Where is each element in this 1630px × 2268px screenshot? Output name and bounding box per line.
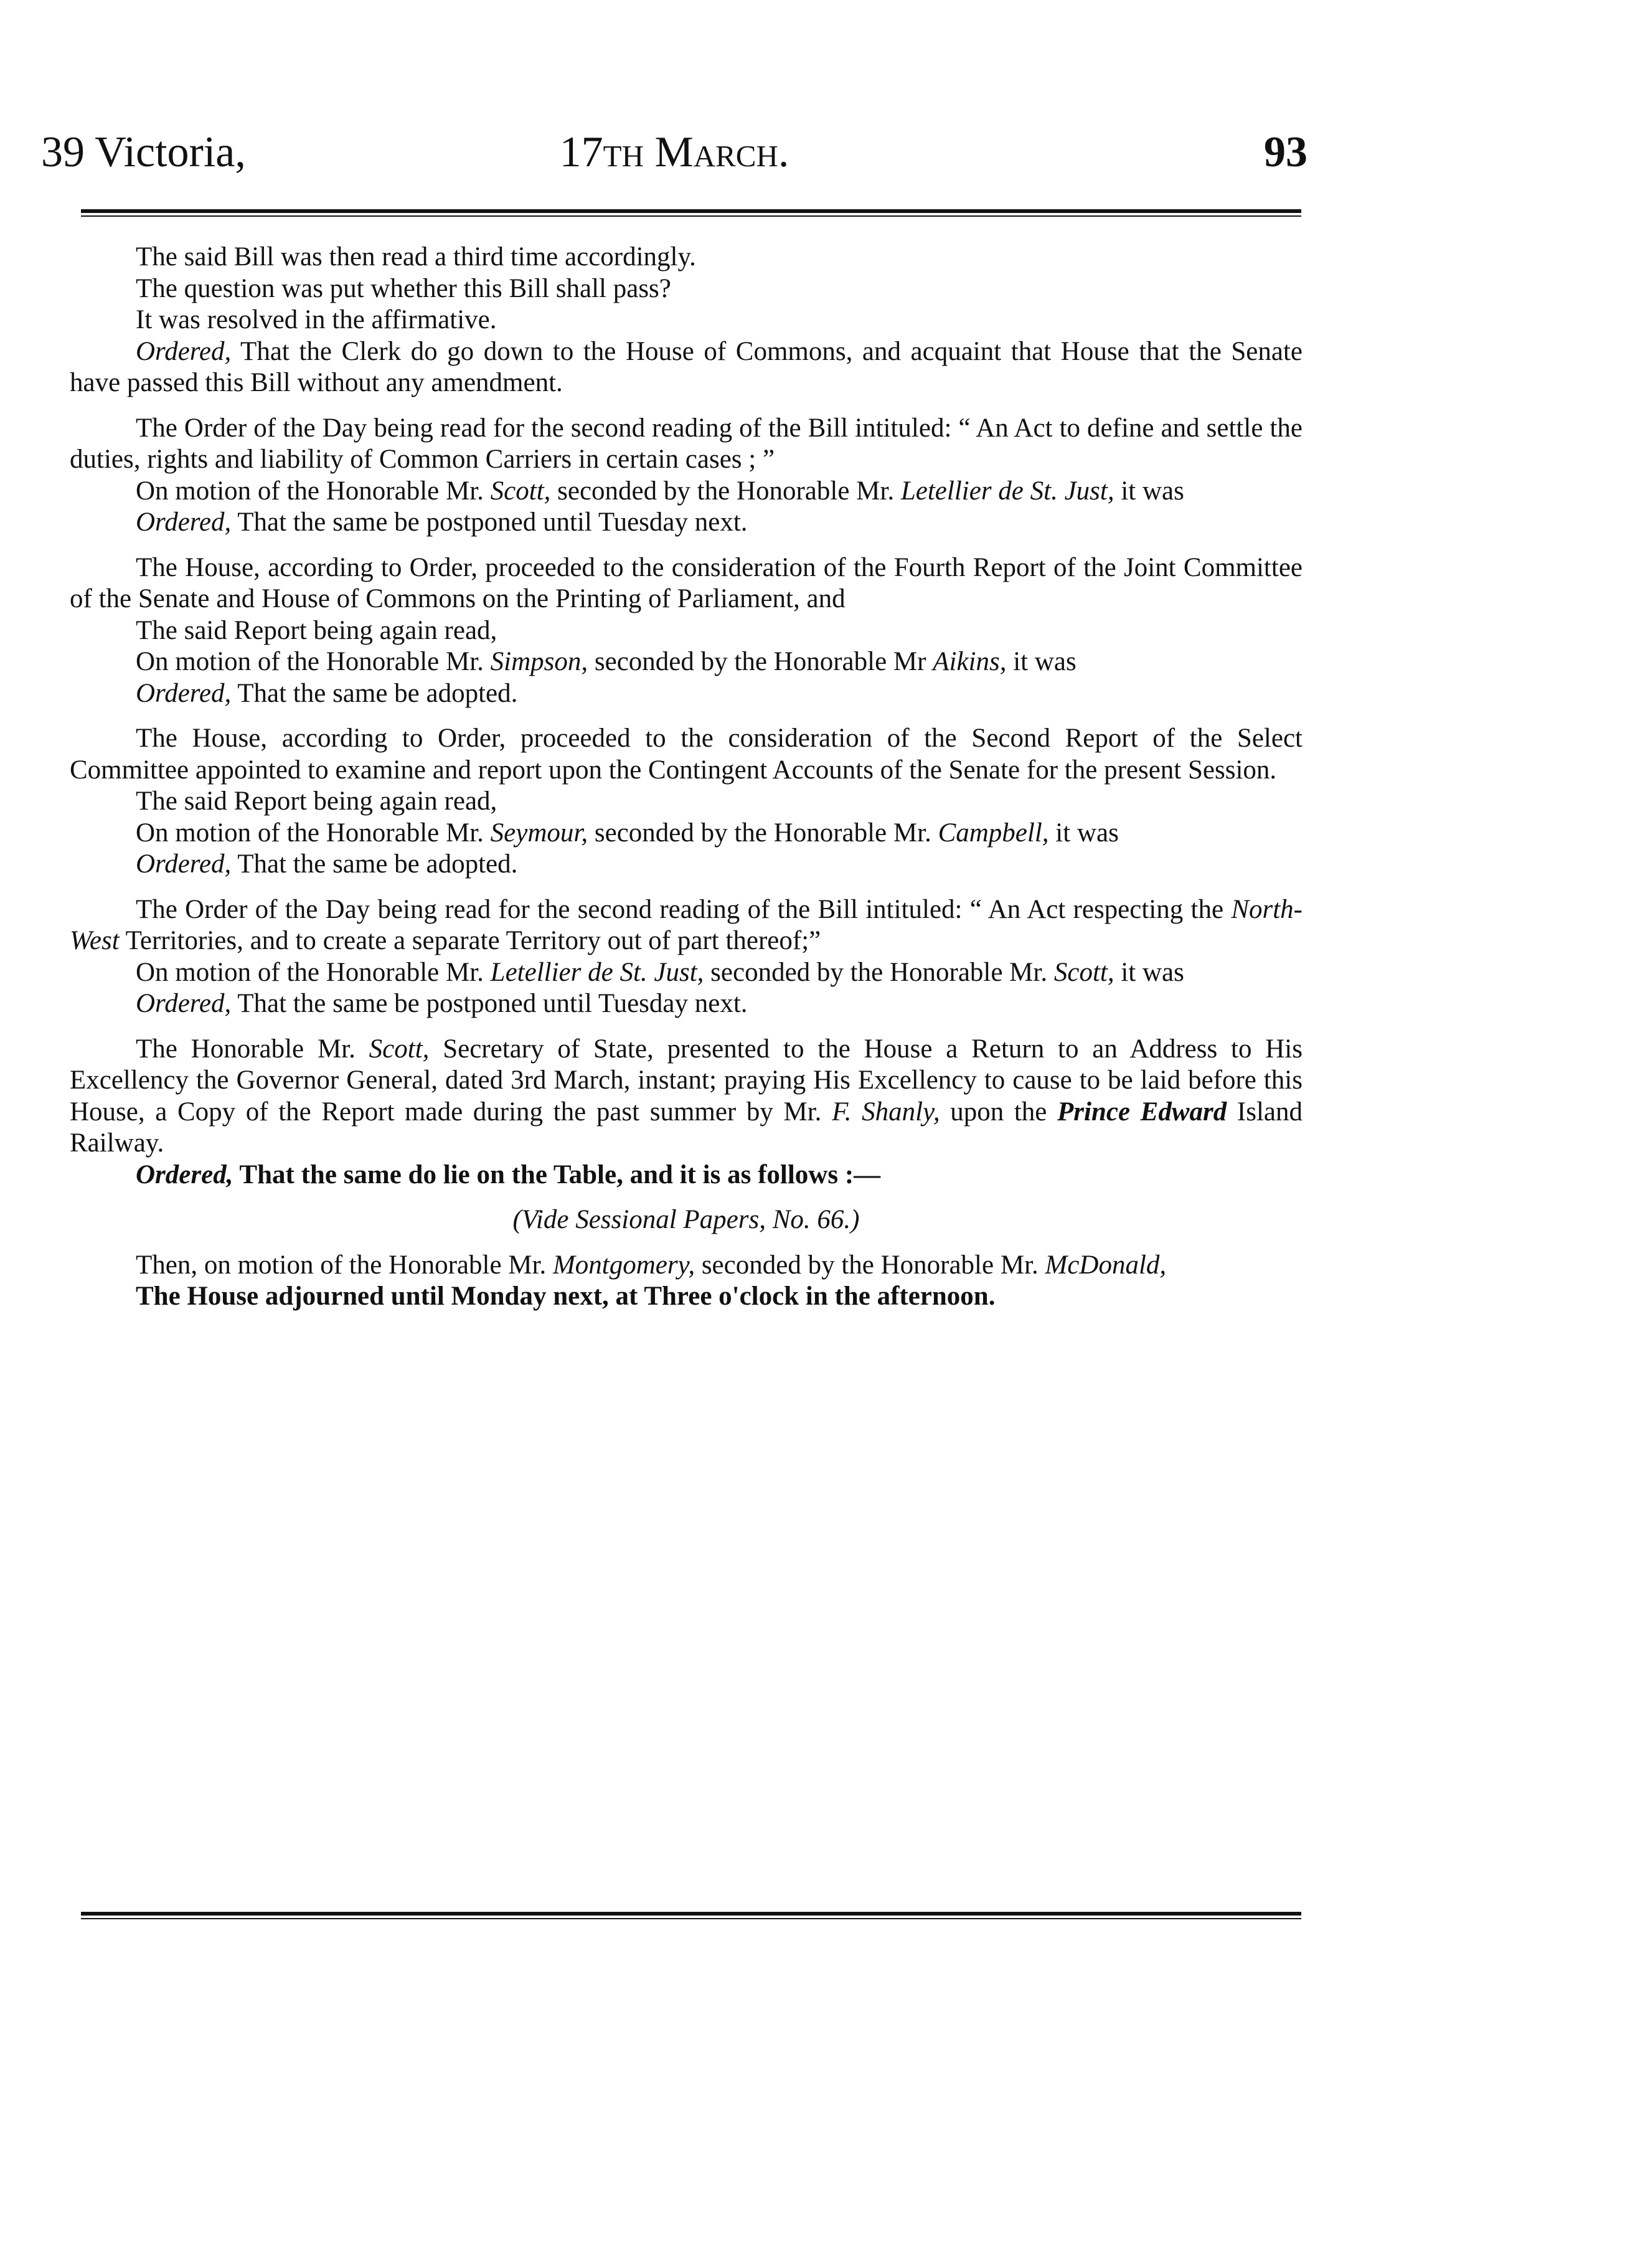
place-name: North-West — [70, 894, 1303, 955]
paragraph-text: That the same do lie on the Table, and it is as follows :— — [233, 1160, 881, 1189]
paragraph-text: On motion of the Honorable Mr. — [136, 957, 491, 987]
footer-rule — [81, 1912, 1301, 1919]
entry-third-reading — [70, 242, 1303, 399]
paragraph-text: Territories, and to create a separate Territory out of part thereof;” — [119, 926, 821, 955]
header-rule — [81, 209, 1301, 217]
ordered-label: Ordered, — [136, 678, 232, 708]
header-session: 39 Victoria, — [41, 128, 246, 176]
sessional-papers-reference: (Vide Sessional Papers, No. 66.) — [512, 1205, 860, 1234]
paragraph-text: it was — [1006, 647, 1076, 676]
entry-north-west-territories — [70, 894, 1303, 1020]
paragraph-text: Island Railway. — [70, 1097, 1303, 1158]
paragraph — [70, 894, 1303, 957]
member-name: Letellier de St. Just, — [900, 476, 1114, 506]
ordered-label: Ordered, — [136, 336, 232, 366]
paragraph-text: The Honorable Mr. — [136, 1034, 369, 1064]
member-name: Simpson, — [490, 647, 588, 676]
paragraph-text: That the same be adopted. — [231, 849, 518, 879]
member-name: Aikins, — [933, 647, 1007, 676]
paragraph-text: Secretary of State, presented to the House a Return to an Address to His Excellency the Governor General, dated 3rd March, instant; praying His Excellency to cause to be laid before this House, a Copy of the Report made during the past summer by Mr. — [70, 1034, 1303, 1127]
entry-printing-report — [70, 552, 1303, 710]
paragraph: The said Report being again read, — [136, 787, 497, 816]
paragraph: The question was put whether this Bill shall pass? — [136, 273, 671, 303]
paragraph — [70, 1250, 1303, 1282]
paragraph: The House adjourned until Monday next, at Three o'clock in the afternoon. — [136, 1282, 996, 1311]
paragraph — [70, 336, 1303, 399]
paragraph — [70, 988, 1303, 1020]
entry-contingent-accounts — [70, 723, 1303, 881]
paragraph — [70, 957, 1303, 989]
paragraph — [70, 1160, 1303, 1191]
paragraph: The Order of the Day being read for the second reading of the Bill intituled: “ An Act to define and settle the duties, rights and liability of Common Carriers in certain cases ; ” — [70, 413, 1303, 474]
paragraph: It was resolved in the affirmative. — [136, 305, 497, 334]
member-name: Campbell, — [938, 818, 1049, 848]
member-name: Letellier de St. Just, — [490, 957, 704, 987]
ordered-label: Ordered, — [136, 508, 232, 537]
member-name: Scott, — [1053, 957, 1114, 987]
paragraph: The said Bill was then read a third time accordingly. — [136, 242, 696, 272]
ordered-label: Ordered, — [136, 989, 232, 1018]
ordered-label: Ordered, — [136, 1160, 233, 1189]
paragraph-text: it was — [1114, 476, 1184, 506]
member-name: Montgomery, — [552, 1250, 695, 1280]
paragraph-text: it was — [1114, 957, 1184, 987]
person-name: F. Shanly, — [832, 1097, 940, 1127]
paragraph — [70, 678, 1303, 710]
paragraph-text: On motion of the Honorable Mr. — [136, 818, 491, 848]
header-date: 17th March. — [559, 128, 789, 176]
member-name: Scott, — [369, 1034, 430, 1064]
page-header — [41, 118, 1307, 187]
paragraph: The House, according to Order, proceeded to the consideration of the Fourth Report of the Joint Committee of the Senate and House of Commons on the Printing of Parliament, and — [70, 552, 1303, 613]
paragraph: The said Report being again read, — [136, 615, 497, 645]
paragraph-text: seconded by the Honorable Mr. — [550, 476, 901, 506]
paragraph — [70, 1034, 1303, 1160]
member-name: Seymour, — [490, 818, 588, 848]
paragraph: The House, according to Order, proceeded to the consideration of the Second Report of the Select Committee appointed to examine and report upon the Contingent Accounts of the Senate for the present Session. — [70, 724, 1303, 785]
entry-common-carriers — [70, 413, 1303, 539]
paragraph-text: That the Clerk do go down to the House of Commons, and acquaint that House that the Senate have passed this Bill without any amendment. — [70, 336, 1303, 397]
paragraph — [70, 849, 1303, 881]
paragraph-text: seconded by the Honorable Mr. — [704, 957, 1054, 987]
paragraph-text: seconded by the Honorable Mr. — [695, 1250, 1045, 1280]
paragraph-text: upon the — [940, 1097, 1058, 1127]
paragraph-text: seconded by the Honorable Mr. — [588, 818, 938, 848]
paragraph — [70, 818, 1303, 849]
entry-adjournment — [70, 1250, 1303, 1313]
ordered-label: Ordered, — [136, 849, 232, 879]
page-number: 93 — [1264, 128, 1307, 176]
paragraph-text: The Order of the Day being read for the second reading of the Bill intituled: “ An Act respecting the — [136, 894, 1232, 924]
paragraph-text: seconded by the Honorable Mr — [588, 647, 933, 676]
paragraph — [70, 646, 1303, 678]
member-name: McDonald, — [1045, 1250, 1167, 1280]
entry-railway-return — [70, 1034, 1303, 1191]
paragraph-text: Then, on motion of the Honorable Mr. — [136, 1250, 553, 1280]
paragraph-text: it was — [1048, 818, 1119, 848]
paragraph-text: That the same be postponed until Tuesday next. — [231, 989, 748, 1018]
paragraph-text: On motion of the Honorable Mr. — [136, 476, 491, 506]
paragraph-text: That the same be adopted. — [231, 678, 518, 708]
page-body — [70, 242, 1303, 1326]
place-name: Prince Edward — [1057, 1097, 1227, 1127]
paragraph-text: That the same be postponed until Tuesday next. — [231, 508, 748, 537]
paragraph — [70, 507, 1303, 539]
member-name: Scott, — [490, 476, 551, 506]
paragraph-text: On motion of the Honorable Mr. — [136, 647, 491, 676]
paragraph — [70, 476, 1303, 508]
